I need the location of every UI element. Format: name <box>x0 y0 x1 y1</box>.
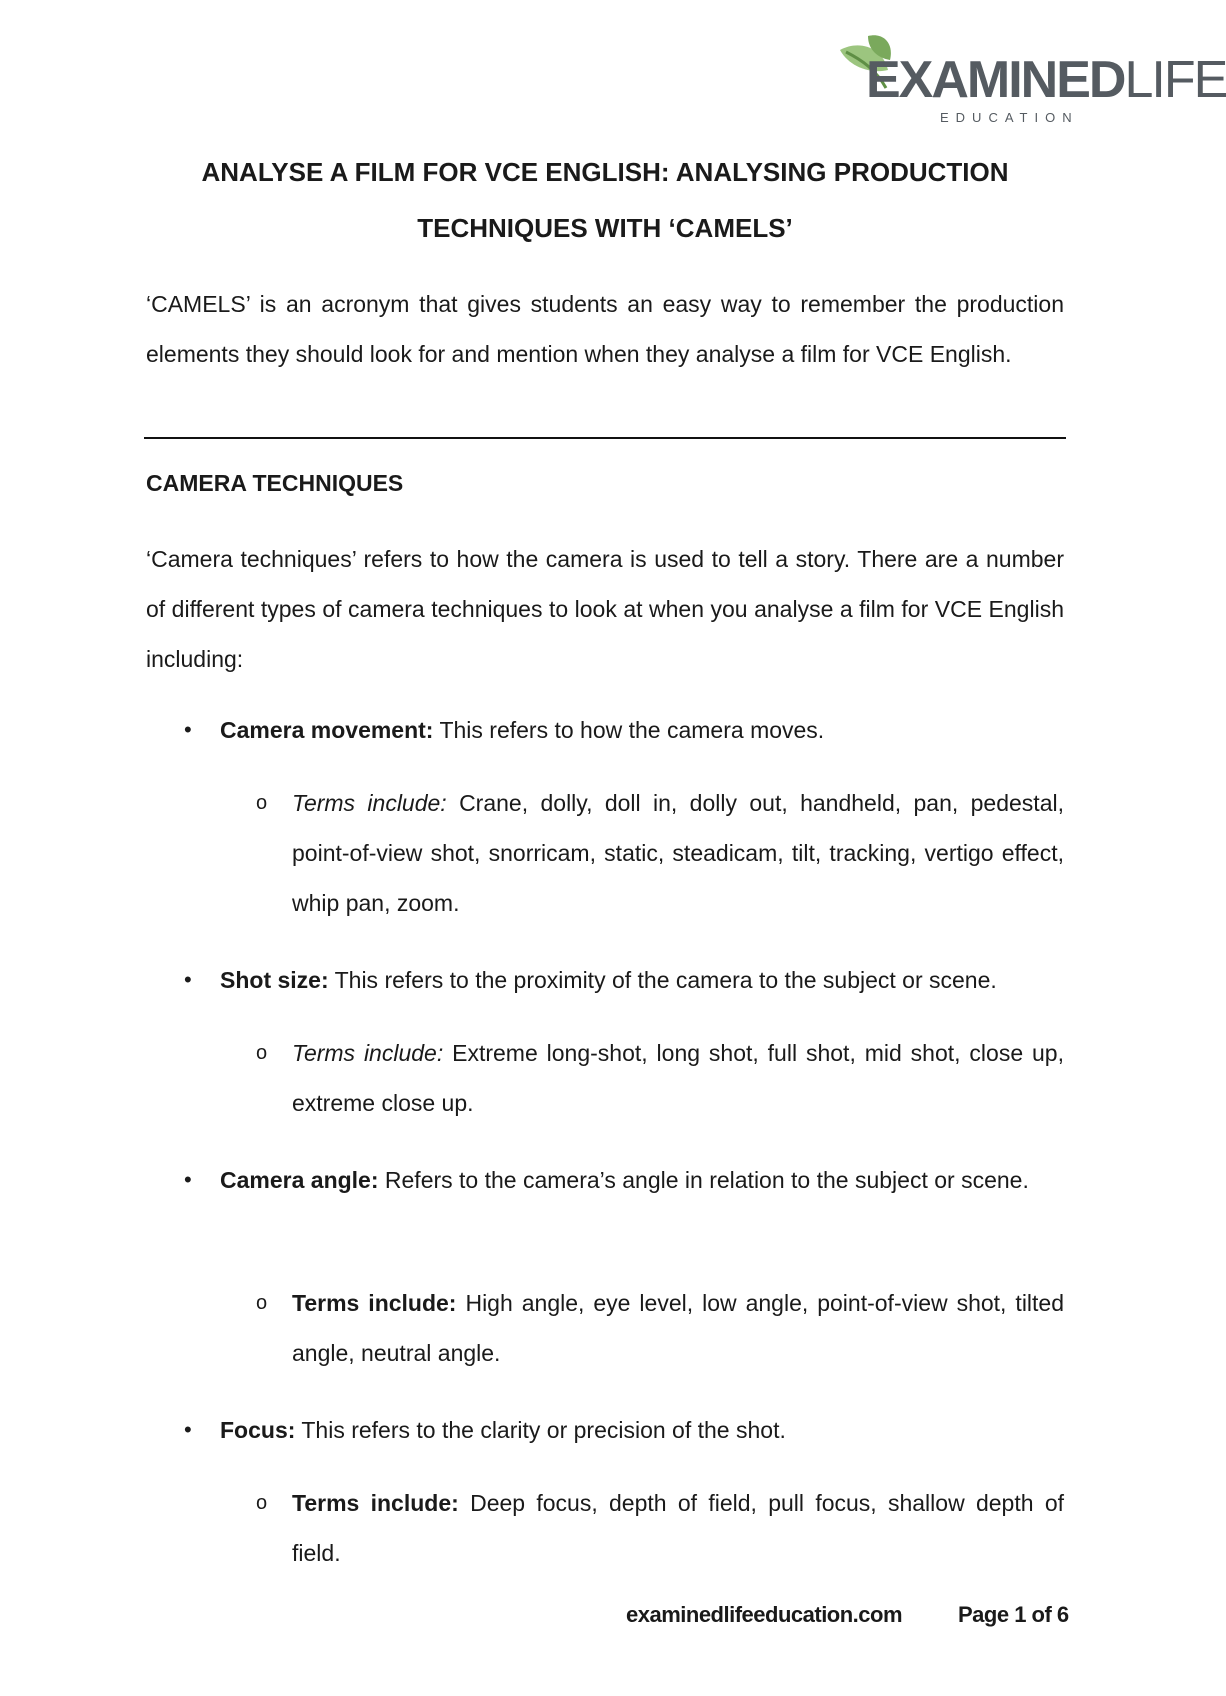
item-label: Camera angle: <box>220 1167 379 1193</box>
sub-item-label: Terms include: <box>292 790 447 816</box>
logo-wordmark <box>866 51 1226 109</box>
section-heading: CAMERA TECHNIQUES <box>146 470 404 496</box>
sub-item-text: High angle, eye level, low angle, point-of-view shot, tilted angle, neutral angle. <box>292 1290 1065 1366</box>
sub-item-text: Crane, dolly, doll in, dolly out, handheld, pan, pedestal, point-of-view shot, snorricam, static, steadicam, tilt, tracking, vertigo effect, whip pan, zoom. <box>292 790 1064 916</box>
item-text: This refers to how the camera moves. <box>433 717 825 743</box>
sub-bullet-glyph: o <box>256 1492 268 1514</box>
page-title <box>146 144 1064 256</box>
bullet-glyph: • <box>184 1417 192 1442</box>
item-text: This refers to the clarity or precision of the shot. <box>295 1417 786 1443</box>
bullet-glyph: • <box>184 1167 192 1192</box>
logo-subtitle: EDUCATION <box>940 110 1079 125</box>
logo-word-end: LIFE <box>1124 51 1226 109</box>
item-label: Shot size: <box>220 967 329 993</box>
sub-item-label: Terms include: <box>292 1490 459 1516</box>
sub-item-label: Terms include: <box>292 1040 444 1066</box>
sub-item-text: Deep focus, depth of field, pull focus, shallow depth of field. <box>292 1490 1064 1566</box>
title-line-1: ANALYSE A FILM FOR VCE ENGLISH: ANALYSING PRODUCTION <box>201 157 1009 187</box>
item-label: Focus: <box>220 1417 296 1443</box>
title-line-2: TECHNIQUES WITH ‘CAMELS’ <box>417 213 793 243</box>
sub-item-text: Extreme long-shot, long shot, full shot, mid shot, close up, extreme close up. <box>292 1040 1064 1116</box>
bullet-glyph: • <box>184 967 192 992</box>
examined-life-logo <box>832 30 1226 125</box>
intro-paragraph: ‘CAMELS’ is an acronym that gives students an easy way to remember the production elements they should look for and mention when they analyse a film for VCE English. <box>146 291 1064 367</box>
section-paragraph: ‘Camera techniques’ refers to how the camera is used to tell a story. There are a number of different types of camera techniques to look at when you analyse a film for VCE English including: <box>146 546 1064 672</box>
item-label: Camera movement: <box>220 717 434 743</box>
item-text: This refers to the proximity of the camera to the subject or scene. <box>328 967 997 993</box>
sub-bullet-glyph: o <box>256 792 268 814</box>
bullet-glyph: • <box>184 717 192 742</box>
footer-page-number: Page 1 of 6 <box>958 1602 1069 1627</box>
horizontal-divider <box>144 437 1066 439</box>
sub-item-label: Terms include: <box>292 1290 457 1316</box>
sub-bullet-glyph: o <box>256 1292 268 1314</box>
logo-word-main: EXAMINED <box>866 51 1125 109</box>
item-text: Refers to the camera’s angle in relation to the subject or scene. <box>378 1167 1029 1193</box>
sub-bullet-glyph: o <box>256 1042 268 1064</box>
footer-website: examinedlifeeducation.com <box>626 1602 903 1627</box>
